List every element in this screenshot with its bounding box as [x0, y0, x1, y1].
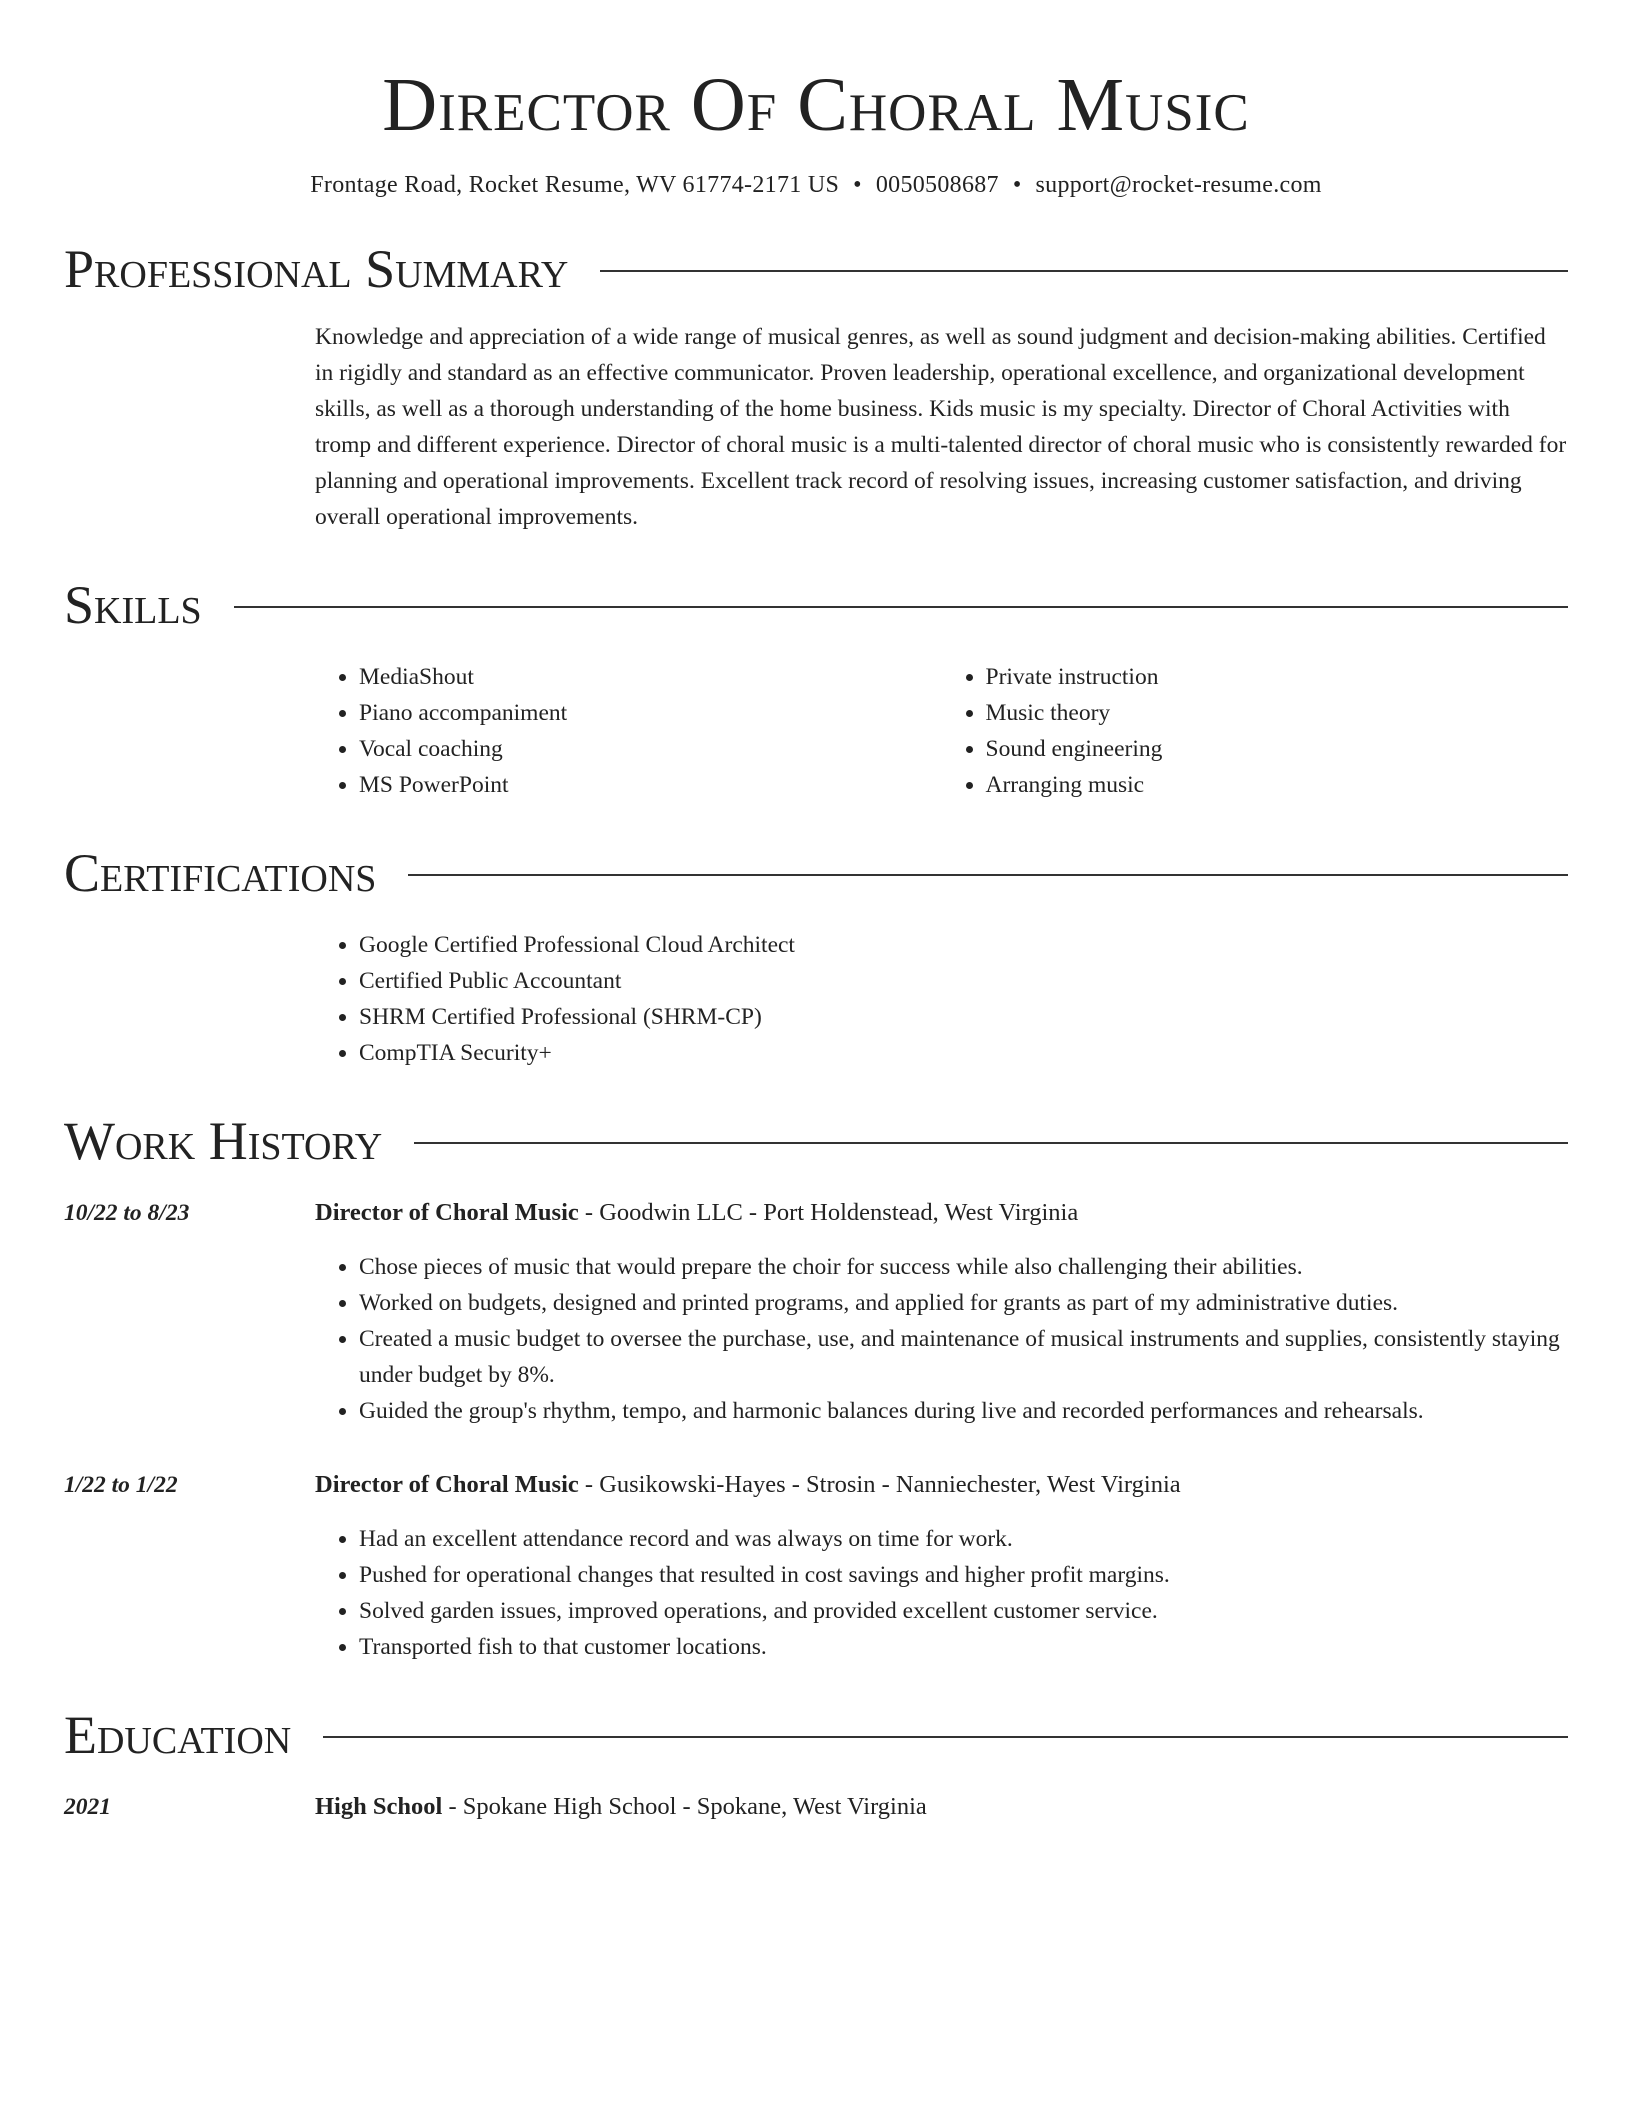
work-title-line — [315, 1195, 1568, 1231]
work-bullet: • Guided the group's rhythm, tempo, and harmonic balances during live and recorded performances and rehearsals. — [359, 1393, 1568, 1429]
certification-item: • Certified Public Accountant — [359, 963, 1568, 999]
work-role: Director of Choral Music — [315, 1471, 579, 1498]
skill-item: • Arranging music — [986, 767, 1569, 803]
education-entry — [64, 1789, 1568, 1825]
work-title-line — [315, 1467, 1568, 1503]
skills-section-header — [64, 575, 1568, 635]
work-dates: 1/22 to 1/22 — [64, 1472, 178, 1498]
skill-item: • Private instruction — [986, 659, 1569, 695]
skill-item: • Music theory — [986, 695, 1569, 731]
work-history-heading: Work History — [64, 1111, 383, 1171]
work-bullet: • Pushed for operational changes that resulted in cost savings and higher profit margins. — [359, 1557, 1568, 1593]
summary-heading: Professional Summary — [64, 239, 569, 299]
resume-page — [64, 0, 1568, 1825]
work-employer: - Gusikowski-Hayes - Strosin - Nanniechester, West Virginia — [578, 1471, 1181, 1498]
certification-item: • Google Certified Professional Cloud Architect — [359, 927, 1568, 963]
certification-item: • SHRM Certified Professional (SHRM-CP) — [359, 999, 1568, 1035]
section-divider — [234, 606, 1568, 608]
contact-email: support@rocket-resume.com — [1035, 172, 1322, 198]
skills-column-left — [315, 659, 942, 803]
section-divider — [414, 1142, 1568, 1144]
education-school: - Spokane High School - Spokane, West Virginia — [442, 1793, 927, 1820]
skill-item: • MS PowerPoint — [359, 767, 942, 803]
education-year: 2021 — [64, 1794, 111, 1820]
education-title-line — [315, 1789, 1568, 1825]
work-history-section-header — [64, 1111, 1568, 1171]
certifications-heading: Certifications — [64, 843, 377, 903]
skills-list — [315, 659, 1568, 803]
skill-item: • Sound engineering — [986, 731, 1569, 767]
contact-separator: • — [1012, 172, 1022, 198]
certifications-section-header — [64, 843, 1568, 903]
certifications-list — [315, 927, 1568, 1071]
skill-item: • Vocal coaching — [359, 731, 942, 767]
work-bullets — [315, 1521, 1568, 1665]
certification-item: • CompTIA Security+ — [359, 1035, 1568, 1071]
section-divider — [408, 874, 1568, 876]
summary-text: Knowledge and appreciation of a wide range of musical genres, as well as sound judgment and decision-making abilities. Certified in rigidly and standard as an effective communicator. Proven leadership, operational excellence, and organizational development skills, as well as a thorough understanding of the home business. Kids music is my specialty. Director of Choral Activities with tromp and different experience. Director of choral music is a multi-talented director of choral music who is consistently rewarded for planning and operational improvements. Excellent track record of resolving issues, increasing customer satisfaction, and driving overall operational improvements. — [315, 324, 1567, 530]
work-bullet: • Chose pieces of music that would prepare the choir for success while also challenging their abilities. — [359, 1249, 1568, 1285]
work-bullet: • Solved garden issues, improved operations, and provided excellent customer service. — [359, 1593, 1568, 1629]
contact-phone: 0050508687 — [875, 172, 999, 198]
skill-item: • Piano accompaniment — [359, 695, 942, 731]
education-section-header — [64, 1705, 1568, 1765]
skills-column-right — [942, 659, 1569, 803]
contact-line — [64, 172, 1568, 199]
education-degree: High School — [315, 1793, 443, 1820]
work-bullet: • Had an excellent attendance record and was always on time for work. — [359, 1521, 1568, 1557]
section-divider — [323, 1736, 1568, 1738]
work-bullets — [315, 1249, 1568, 1429]
resume-name: Director Of Choral Music — [382, 63, 1250, 147]
skill-item: • MediaShout — [359, 659, 942, 695]
work-bullet: • Worked on budgets, designed and printed programs, and applied for grants as part of my administrative duties. — [359, 1285, 1568, 1321]
education-heading: Education — [64, 1705, 292, 1765]
summary-section-header — [64, 239, 1568, 299]
skills-heading: Skills — [64, 575, 202, 635]
contact-address: Frontage Road, Rocket Resume, WV 61774-2171 US — [310, 172, 840, 198]
work-entry — [64, 1195, 1568, 1429]
work-entry — [64, 1467, 1568, 1665]
work-employer: - Goodwin LLC - Port Holdenstead, West Virginia — [578, 1199, 1079, 1226]
work-dates: 10/22 to 8/23 — [64, 1200, 190, 1226]
work-role: Director of Choral Music — [315, 1199, 579, 1226]
section-divider — [600, 270, 1568, 272]
contact-separator: • — [853, 172, 862, 198]
work-bullet: • Created a music budget to oversee the purchase, use, and maintenance of musical instruments and supplies, consistently staying under budget by 8%. — [359, 1321, 1568, 1393]
work-bullet: • Transported fish to that customer locations. — [359, 1629, 1568, 1665]
